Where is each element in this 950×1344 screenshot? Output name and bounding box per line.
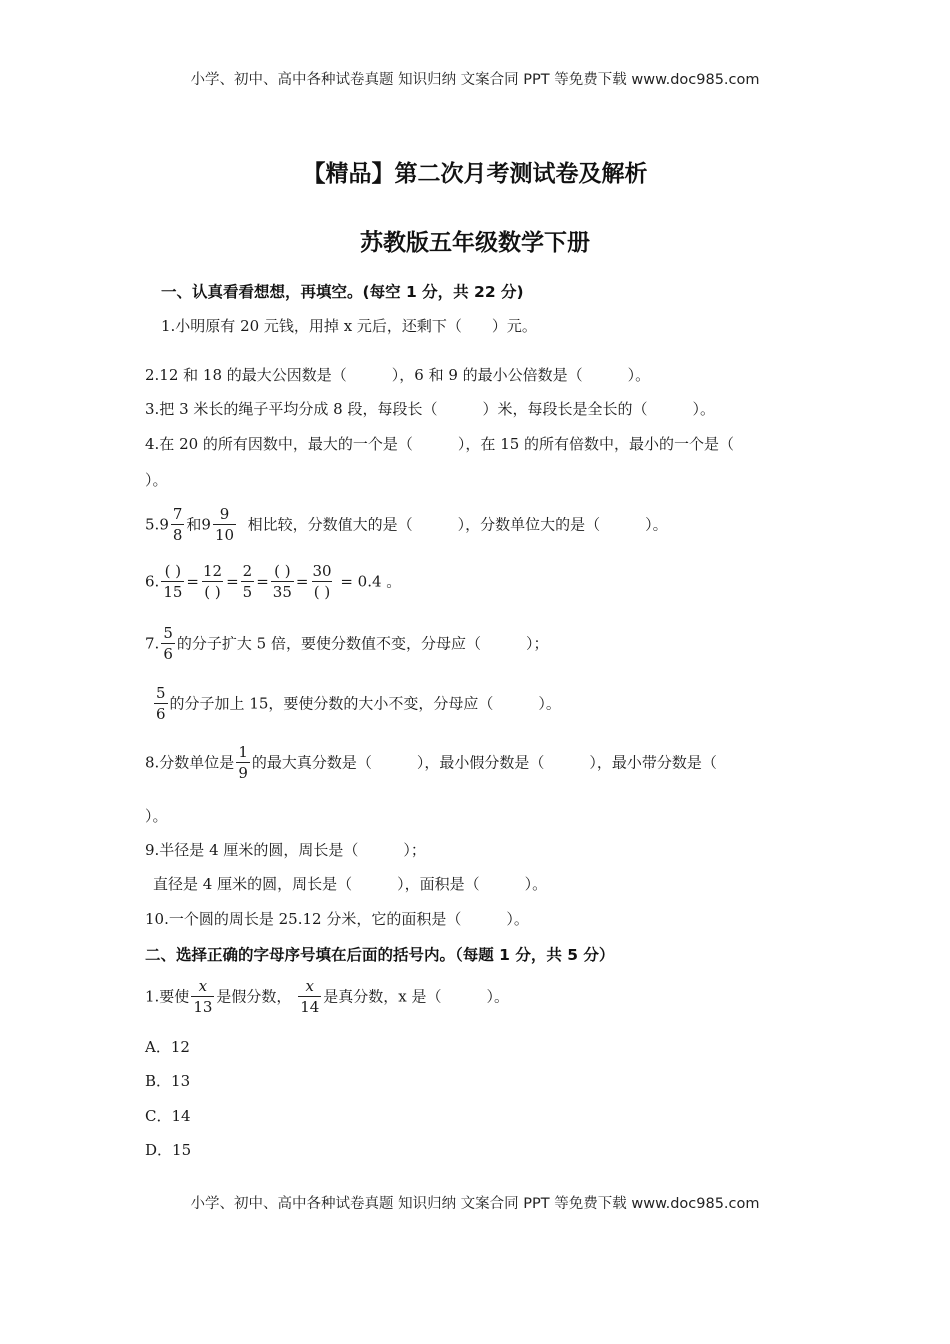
option-d: D．15 — [145, 1141, 192, 1159]
section-1-heading: 一、认真看看想想，再填空。(每空 1 分，共 22 分) — [161, 283, 524, 301]
fraction-1-9: $\frac{1}{9}$ — [238, 743, 248, 782]
option-c: C．14 — [145, 1107, 191, 1125]
question-9-part-2: 直径是 4 厘米的圆，周长是（ ），面积是（ ）。 — [153, 875, 548, 893]
section-2-heading: 二、选择正确的字母序号填在后面的括号内。（每题 1 分，共 5 分） — [145, 946, 615, 964]
fraction-2-5: $\frac{2}{5}$ — [242, 562, 253, 601]
fraction-12-blank: $\frac{12}{( )}$ — [202, 562, 223, 601]
fraction-x-14: $\frac{x}{14}$ — [300, 977, 320, 1016]
section-2-question-1: 1.要使 $\frac{x}{13}$ 是假分数， $\frac{x}{14}$ 是真分数，x 是（ ）。 — [145, 977, 510, 1016]
question-8: 8.分数单位是 $\frac{1}{9}$ 的最大真分数是（ ），最小假分数是（ ），最小带分数是（ — [145, 743, 717, 782]
question-9: 9.半径是 4 厘米的圆，周长是（ ）； — [145, 841, 426, 859]
fraction-7-8: $\frac{7}{8}$ — [172, 505, 183, 544]
page-footer: 小学、初中、高中各种试卷真题 知识归纳 文案合同 PPT 等免费下载 www.doc985.com — [190, 1196, 760, 1212]
question-8-tail: ）。 — [145, 807, 168, 825]
page-subtitle: 苏教版五年级数学下册 — [360, 230, 590, 256]
question-1: 1.小明原有 20 元钱，用掉 x 元后，还剩下（ ）元。 — [161, 317, 537, 335]
question-5: 5.9 $\frac{7}{8}$ 和9 $\frac{9}{10}$ 相比较，分数值大的是（ ），分数单位大的是（ ）。 — [145, 505, 668, 544]
fraction-30-blank: $\frac{30}{( )}$ — [312, 562, 332, 601]
page-header: 小学、初中、高中各种试卷真题 知识归纳 文案合同 PPT 等免费下载 www.doc985.com — [190, 72, 760, 88]
fraction-5-6: $\frac{5}{6}$ — [163, 624, 173, 663]
option-b: B．13 — [145, 1072, 191, 1090]
question-10: 10.一个圆的周长是 25.12 分米，它的面积是（ ）。 — [145, 910, 529, 928]
fraction-9-10: $\frac{9}{10}$ — [214, 505, 235, 544]
question-4: 4.在 20 的所有因数中，最大的一个是（ ），在 15 的所有倍数中，最小的一个是（ — [145, 435, 735, 453]
question-3: 3.把 3 米长的绳子平均分成 8 段，每段长（ ）米，每段长是全长的（ ）。 — [145, 400, 715, 418]
question-7-part-2: $\frac{5}{6}$ 的分子加上 15，要使分数的大小不变，分母应（ ）。 — [156, 684, 561, 723]
fraction-blank-35: $\frac{( )}{35}$ — [272, 562, 292, 601]
fraction-x-13: $\frac{x}{13}$ — [193, 977, 213, 1016]
fraction-blank-15: $\frac{( )}{15}$ — [163, 562, 183, 601]
fraction-5-6: $\frac{5}{6}$ — [156, 684, 166, 723]
question-2: 2.12 和 18 的最大公因数是（ ），6 和 9 的最小公倍数是（ ）。 — [145, 366, 651, 384]
option-a: A．12 — [145, 1038, 190, 1056]
question-6: 6. $\frac{( )}{15}$ = $\frac{12}{( )}$ = $\frac{2}{5}$ = $\frac{( )}{35}$ = $\frac{30}{( )}$ = 0.4 。 — [145, 562, 402, 601]
question-4-tail: ）。 — [145, 471, 168, 489]
page-title: 【精品】第二次月考测试卷及解析 — [302, 161, 648, 187]
question-7: 7. $\frac{5}{6}$ 的分子扩大 5 倍，要使分数值不变，分母应（ ）； — [145, 624, 549, 663]
